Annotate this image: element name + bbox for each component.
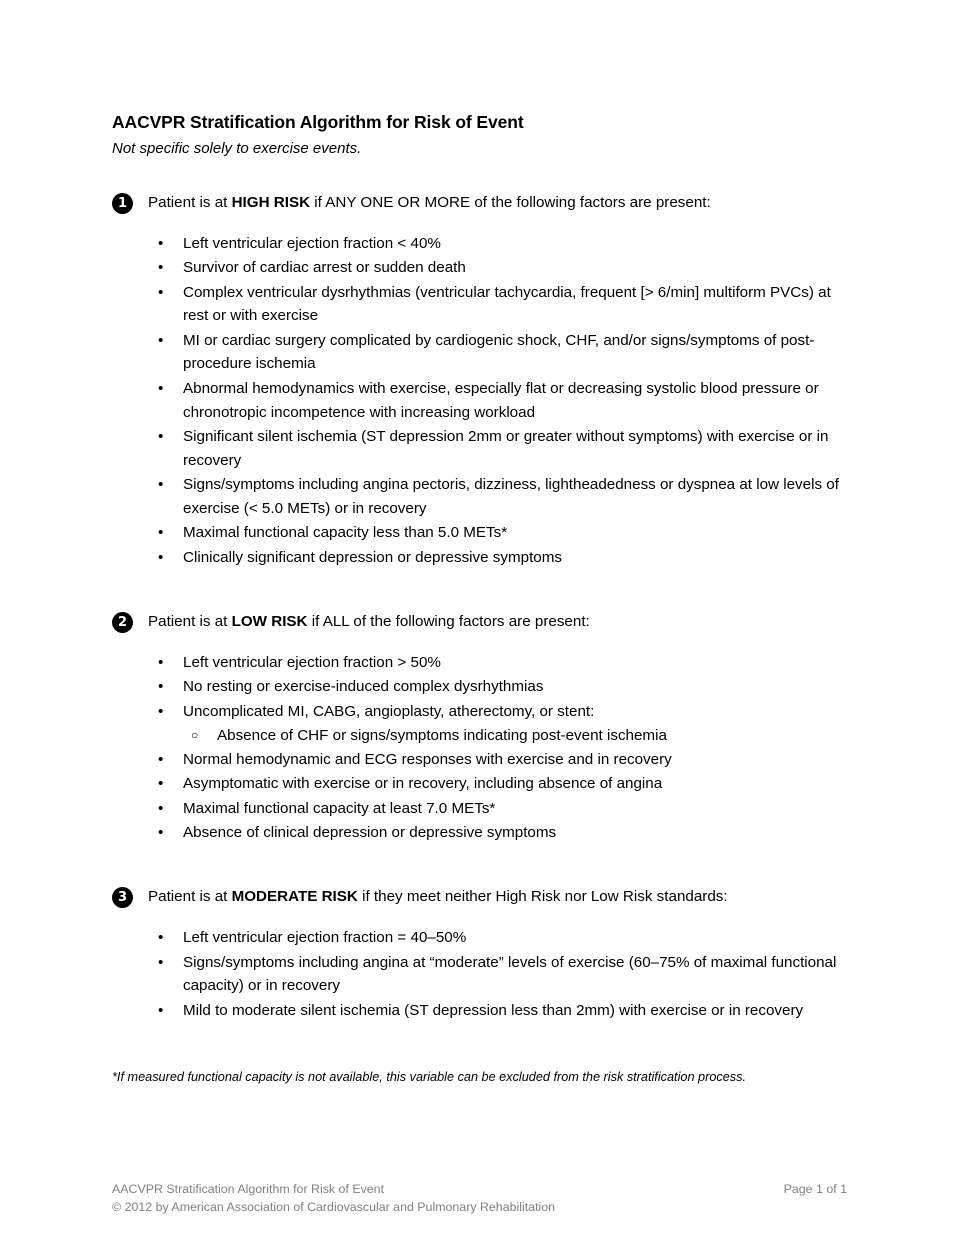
- footer-document-title: AACVPR Stratification Algorithm for Risk of Event: [112, 1182, 385, 1196]
- sub-list-item: [191, 724, 847, 748]
- list-item-text: Normal hemodynamic and ECG responses with exercise and in recovery: [183, 750, 672, 768]
- list-item: [158, 256, 847, 280]
- bullet-icon: •: [158, 259, 164, 277]
- list-item-text: Significant silent ischemia (ST depression 2mm or greater without symptoms) with exercise or in recovery: [183, 428, 829, 469]
- low-risk-sub-list: [158, 724, 847, 748]
- bullet-icon: •: [158, 929, 164, 946]
- bullet-icon: •: [158, 953, 164, 971]
- list-item: [158, 232, 847, 256]
- footer-copyright: © 2012 by American Association of Cardiovascular and Pulmonary Rehabilitation: [112, 1200, 556, 1215]
- list-item: [158, 473, 847, 520]
- section-number-badge-3: 3: [112, 887, 133, 908]
- risk-label-high: HIGH RISK: [231, 193, 311, 211]
- section-lead-suffix: if ANY ONE OR MORE of the following factors are present:: [310, 193, 711, 211]
- list-item: [158, 546, 847, 570]
- bullet-icon: •: [158, 524, 164, 542]
- hollow-bullet-icon: ○: [191, 728, 199, 743]
- list-item: [158, 821, 847, 845]
- list-item-text: Asymptomatic with exercise or in recovery, including absence of angina: [183, 775, 663, 793]
- bullet-icon: •: [158, 702, 164, 720]
- bullet-icon: •: [158, 331, 164, 349]
- list-item: [158, 651, 847, 675]
- bullet-icon: •: [158, 476, 164, 494]
- bullet-icon: •: [158, 653, 164, 671]
- bullet-icon: •: [158, 799, 164, 817]
- list-item-text: Left ventricular ejection fraction < 40%: [183, 234, 441, 252]
- list-item-text: Left ventricular ejection fraction = 40–50%: [183, 929, 467, 946]
- section-lead-prefix: Patient is at: [148, 612, 232, 630]
- section-heading: [112, 193, 847, 215]
- section-lead-suffix: if they meet neither High Risk nor Low Risk standards:: [357, 888, 728, 905]
- bullet-icon: •: [158, 1001, 164, 1019]
- list-item: [158, 281, 847, 328]
- section-lead-suffix: if ALL of the following factors are present:: [307, 612, 590, 630]
- list-item-text: No resting or exercise-induced complex dysrhythmias: [183, 678, 544, 696]
- list-item-text: Complex ventricular dysrhythmias (ventricular tachycardia, frequent [> 6/min] multiform PVCs) at rest or with exercise: [183, 283, 831, 325]
- list-item: [158, 797, 847, 821]
- bullet-icon: •: [158, 428, 164, 446]
- bullet-icon: •: [158, 775, 164, 793]
- section-heading: [112, 887, 847, 909]
- section-number-badge-1: 1: [112, 193, 133, 214]
- page-footer: [112, 1180, 847, 1217]
- section-lead-prefix: Patient is at: [148, 888, 232, 905]
- bullet-icon: •: [158, 283, 164, 301]
- sub-list-item-text: Absence of CHF or signs/symptoms indicating post-event ischemia: [217, 727, 667, 745]
- bullet-icon: •: [158, 234, 164, 252]
- list-item: [158, 425, 847, 472]
- list-item: [158, 951, 847, 998]
- list-item-text: Mild to moderate silent ischemia (ST depression less than 2mm) with exercise or in recovery: [183, 1001, 804, 1019]
- list-item-text: Abnormal hemodynamics with exercise, especially flat or decreasing systolic blood pressure or chronotropic incompetence with increasing workload: [183, 380, 819, 421]
- section-lead-prefix: Patient is at: [148, 193, 232, 211]
- list-item: [158, 748, 847, 772]
- list-item: [158, 675, 847, 699]
- list-item-text: Absence of clinical depression or depressive symptoms: [183, 824, 557, 842]
- bullet-icon: •: [158, 678, 164, 696]
- section-heading: [112, 612, 847, 634]
- page-subtitle: Not specific solely to exercise events.: [112, 139, 362, 157]
- list-item-text: Maximal functional capacity at least 7.0 METs*: [183, 799, 496, 817]
- list-item: [158, 772, 847, 796]
- moderate-risk-factor-list: [112, 926, 847, 1022]
- list-item-text: MI or cardiac surgery complicated by cardiogenic shock, CHF, and/or signs/symptoms of post-procedure ischemia: [183, 331, 815, 373]
- bullet-icon: •: [158, 548, 164, 566]
- document-page: [112, 0, 847, 1250]
- list-item: [158, 329, 847, 376]
- list-item-text: Survivor of cardiac arrest or sudden death: [183, 259, 466, 277]
- list-item-text: Maximal functional capacity less than 5.0 METs*: [183, 524, 508, 542]
- list-item: [158, 377, 847, 424]
- bullet-icon: •: [158, 824, 164, 842]
- footnote: *If measured functional capacity is not available, this variable can be excluded from the risk stratification process.: [112, 1070, 746, 1085]
- high-risk-factor-list: [112, 232, 847, 570]
- bullet-icon: •: [158, 750, 164, 768]
- page-title: AACVPR Stratification Algorithm for Risk of Event: [112, 112, 524, 132]
- list-item-text: Signs/symptoms including angina at “moderate” levels of exercise (60–75% of maximal functional capacity) or in recovery: [183, 953, 837, 995]
- list-item-text: Uncomplicated MI, CABG, angioplasty, atherectomy, or stent:: [183, 702, 595, 720]
- section-moderate-risk: [112, 887, 847, 1022]
- list-item: [158, 700, 847, 724]
- list-item-text: Left ventricular ejection fraction > 50%: [183, 653, 441, 671]
- section-number-badge-2: 2: [112, 612, 133, 633]
- list-item: [158, 926, 847, 950]
- list-item: [158, 521, 847, 545]
- risk-label-moderate: MODERATE RISK: [231, 888, 358, 905]
- list-item-text: Signs/symptoms including angina pectoris, dizziness, lightheadedness or dyspnea at low levels of exercise (< 5.0 METs) or in recovery: [183, 476, 839, 517]
- section-high-risk: [112, 193, 847, 570]
- list-item: [158, 999, 847, 1023]
- section-low-risk: [112, 612, 847, 846]
- footer-page-number: Page 1 of 1: [783, 1182, 847, 1196]
- low-risk-factor-list: [112, 651, 847, 846]
- list-item-text: Clinically significant depression or depressive symptoms: [183, 548, 562, 566]
- footer-line-1: [112, 1180, 847, 1198]
- bullet-icon: •: [158, 380, 164, 397]
- risk-label-low: LOW RISK: [231, 612, 308, 630]
